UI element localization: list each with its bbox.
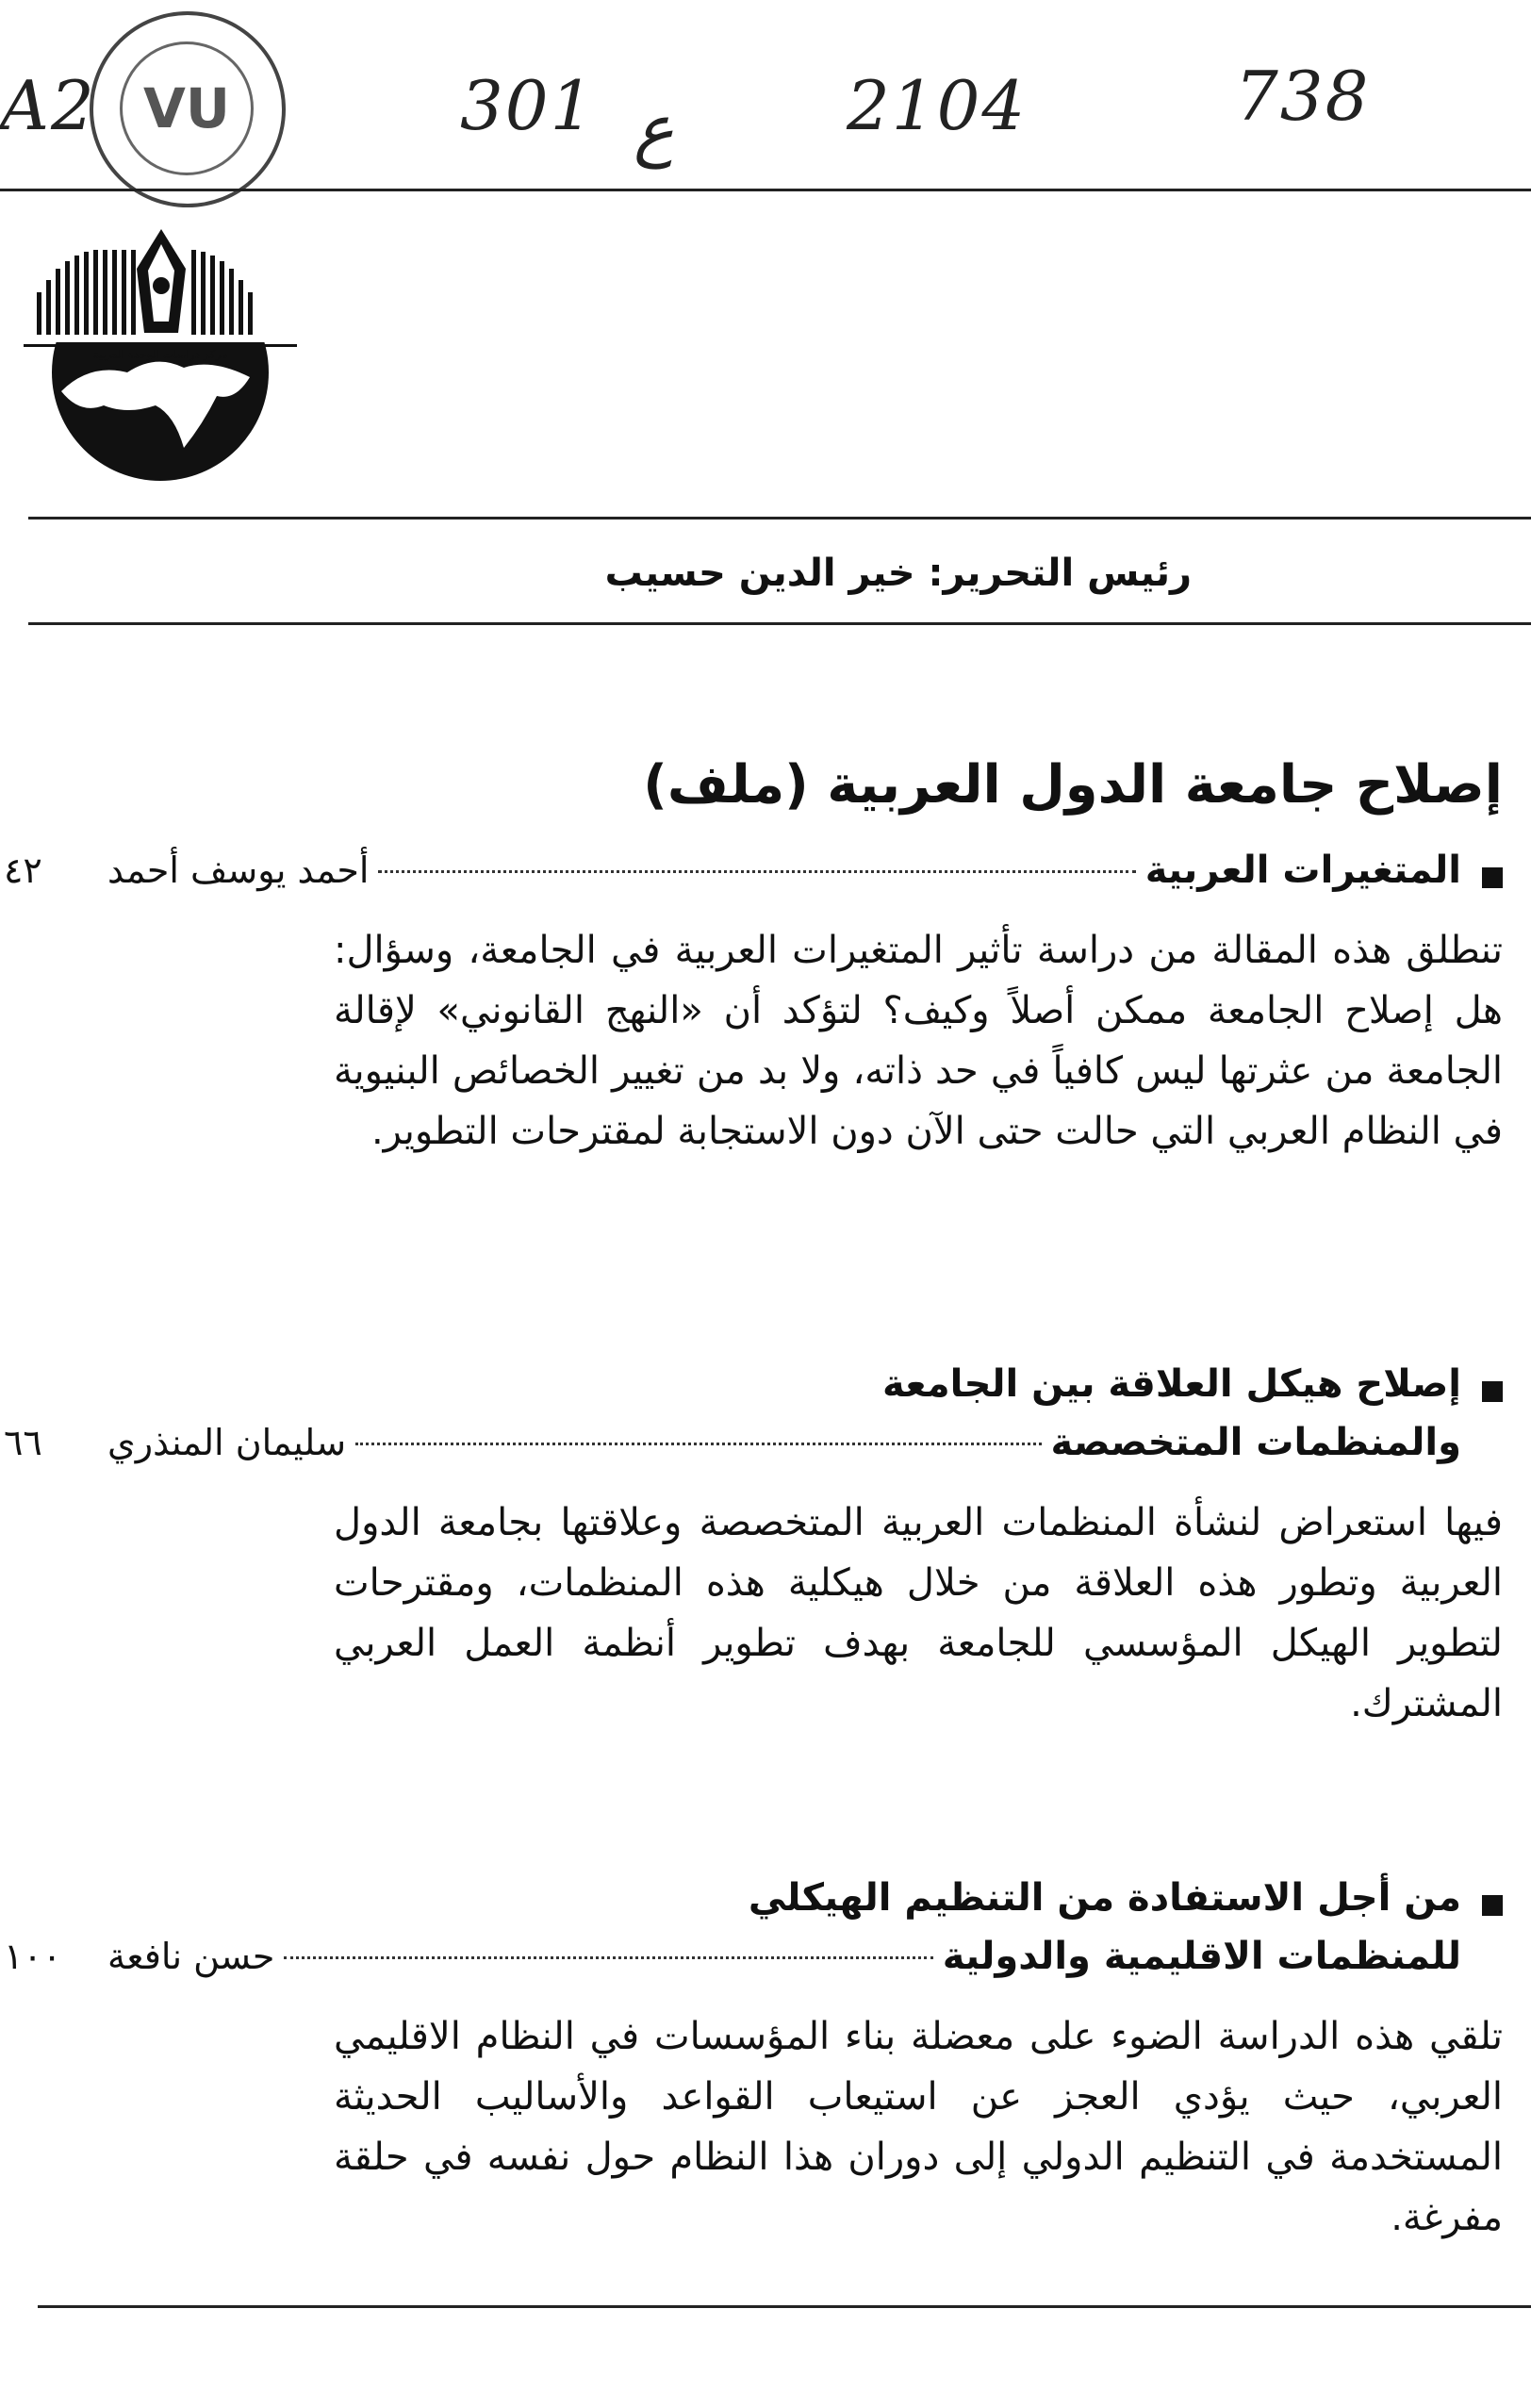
footer-rule	[38, 2305, 1531, 2308]
article-title-line	[4, 1935, 1503, 1993]
stamp-text: VU	[120, 41, 254, 175]
article-page-number: ١٠٠	[4, 1936, 62, 1977]
article-abstract: فيها استعراض لنشأة المنظمات العربية المتخصصة وعلاقتها بجامعة الدول العربية وتطور هذه العلاقة من خلال هيكلية هذه المنظمات، ومقترحات لتطوير الهيكل المؤسسي للجامعة بهدف تطوير أنظمة العمل العربي المشترك.	[334, 1501, 1503, 1725]
article-author: حسن نافعة	[107, 1936, 275, 1977]
editor-rule-top	[28, 517, 1531, 520]
article-title-cont[interactable]: للمنظمات الاقليمية والدولية	[942, 1935, 1461, 1978]
centre-logo	[24, 212, 297, 486]
article-author: سليمان المنذري	[107, 1422, 347, 1463]
handwritten-number-3: 2104	[847, 66, 1028, 145]
article-abstract: تلقي هذه الدراسة الضوء على معضلة بناء المؤسسات في النظام الاقليمي العربي، حيث يؤدي العجز عن استيعاب القواعد والأساليب الحديثة المستخدمة في التنظيم الدولي إلى دوران هذا النظام حول نفسه في حلقة مفرغة.	[334, 2015, 1503, 2239]
article-entry	[4, 849, 1503, 1162]
square-bullet-icon	[1482, 1381, 1503, 1402]
file-title: إصلاح جامعة الدول العربية (ملف)	[643, 754, 1503, 816]
logo-caption: مركز دراسات الوحدة العربية	[92, 348, 228, 361]
article-title-line	[4, 1876, 1503, 1935]
article-entry	[4, 1876, 1503, 2248]
leader-dots	[378, 870, 1135, 873]
leader-dots	[284, 1956, 932, 1959]
library-stamp	[90, 11, 286, 207]
article-title-line	[4, 1362, 1503, 1421]
article-header	[4, 1362, 1503, 1479]
editor-rule-bottom	[28, 622, 1531, 625]
handwritten-code: A2	[0, 66, 96, 145]
article-title-line	[4, 849, 1503, 907]
article-abstract: تنطلق هذه المقالة من دراسة تأثير المتغيرات العربية في الجامعة، وسؤال: هل إصلاح الجامعة ممكن أصلاً وكيف؟ لتؤكد أن «النهج القانوني» لإقالة الجامعة من عثرتها ليس كافياً في حد ذاته، ولا بد من تغيير الخصائص البنيوية في النظام العربي التي حالت حتى الآن دون الاستجابة لمقترحات التطوير.	[334, 929, 1503, 1153]
article-author: أحمد يوسف أحمد	[107, 849, 370, 891]
article-title[interactable]: إصلاح هيكل العلاقة بين الجامعة	[882, 1362, 1461, 1406]
editor-in-chief-line: رئيس التحرير: خير الدين حسيب	[604, 552, 1192, 595]
leader-dots	[355, 1443, 1042, 1445]
handwritten-number-4: 738	[1235, 57, 1371, 136]
article-page-number: ٤٢	[4, 849, 42, 891]
article-title[interactable]: من أجل الاستفادة من التنظيم الهيكلي	[748, 1876, 1461, 1920]
handwritten-number-2: ع	[634, 90, 674, 169]
article-page-number: ٦٦	[4, 1422, 42, 1463]
article-entry	[4, 1362, 1503, 1734]
square-bullet-icon	[1482, 867, 1503, 888]
handwritten-number-1: 301	[460, 66, 596, 145]
square-bullet-icon	[1482, 1895, 1503, 1916]
article-header	[4, 1876, 1503, 1993]
article-header	[4, 849, 1503, 907]
article-title[interactable]: المتغيرات العربية	[1144, 849, 1461, 892]
header-rule	[0, 189, 1531, 191]
article-title-line	[4, 1421, 1503, 1479]
article-title-cont[interactable]: والمنظمات المتخصصة	[1050, 1421, 1461, 1464]
